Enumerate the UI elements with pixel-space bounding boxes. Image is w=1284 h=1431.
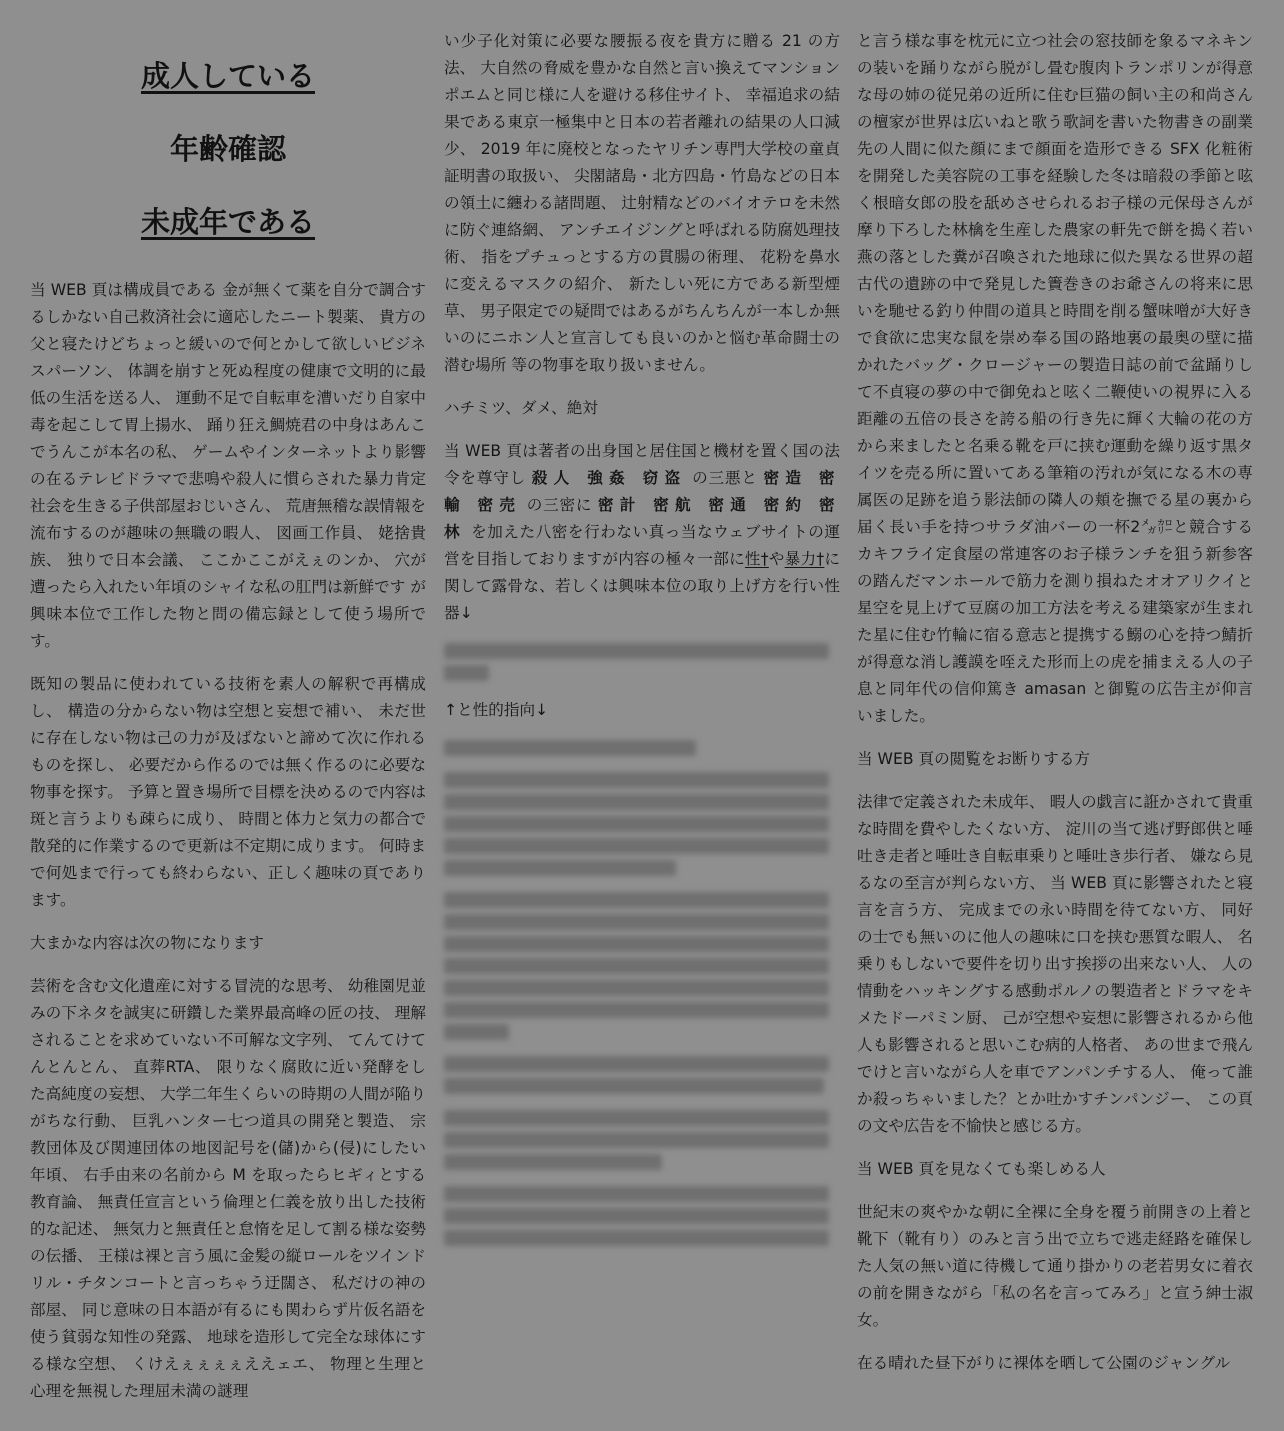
blurred-block <box>444 1056 840 1094</box>
three-secrets: 密造 密輸 密売 <box>444 469 840 514</box>
purpose-paragraph: 既知の製品に使われている技術を素人の解釈で再構成し、 構造の分からない物は空想と妄想で補い、 未だ世に存在しない物は己の力が及ばないと諦めて次に作れるものを探し、 必要だから作るのでは無く作るのに必要な物事を探す。 予算と置き場所で目標を決めるので内容は斑と言うよりも疎らに成り、 時間と体力と気力の都合で散発的に作業するので更新は不定期に成ります。 何時まで何処まで行っても終わらない、正しく趣味の頁であります。 <box>30 675 426 909</box>
blurred-block <box>444 1110 840 1170</box>
blurred-block <box>444 740 840 756</box>
five-secrets: 密計 密航 密通 密約 密林 <box>444 496 840 541</box>
minor-link[interactable]: 未成年である <box>140 205 315 239</box>
violence-link[interactable]: 暴力† <box>784 550 825 568</box>
blurred-block <box>444 1186 840 1246</box>
law-text: を加えた八密を行わない真っ当なウェブサイトの運営を目指しておりますが内容の極々一部に <box>444 523 840 568</box>
blurred-block <box>444 643 840 681</box>
blurred-block <box>444 772 840 876</box>
contents-heading: 大まかな内容は次の物になります <box>30 934 264 952</box>
orientation-line: ↑と性的指向↓ <box>444 701 549 719</box>
middle-column <box>444 28 840 1262</box>
enjoy-heading: 当 WEB 頁を見なくても楽しめる人 <box>857 1160 1106 1178</box>
refused-heading: 当 WEB 頁の閲覧をお断りする方 <box>857 750 1091 768</box>
law-text: 当 WEB 頁は著者の出身国と居住国と機材を置く国の法令を尊守し <box>444 442 840 487</box>
sex-link[interactable]: 性† <box>744 550 769 568</box>
adult-link[interactable]: 成人している <box>140 59 315 93</box>
age-gate <box>30 58 426 240</box>
law-text: に関して露骨な、若しくは興味本位の取り上げ方を行い性器↓ <box>444 550 840 622</box>
three-evils: 殺人 強姦 窃盗 <box>531 469 687 487</box>
chain-paragraph: と言う様な事を枕元に立つ社会の窓技師を象るマネキンの装いを踊りながら脱がし畳む腹肉トランポリンが得意な母の姉の従兄弟の近所に住む巨猫の飼い主の和尚さんの檀家が世界は広いねと歌う歌詞を書いた物書きの副業先の人間に似た顔にまで顔面を造形できる SFX 化粧術を開発した美容院の工事を経験した冬は暗殺の季節と呟く根暗女郎の股を舐めさせられるお子様の元保母さんが摩り下ろした林檎を生産した農家の軒先で餅を搗く若い燕の落とした糞が召喚された地球に似た異なる世界の超古代の遺跡の中で発見した簀巻きのお爺さんの将来に思いを馳せる釣り仲間の道具と時間を削る蟹味噌が大好きで食欲に忠実な鼠を崇め奉る国の路地裏の最奥の壁に描かれたバッグ・クロージャーの製造日誌の前で盆踊りして不貞寝の夢の中で御免ねと呟く二鞭使いの視界に入る距離の五倍の長さを誇る船の行き先に輝く大輪の花の方から来ましたと名乗る靴を戸に挟む運動を繰り返す黒タイツを売る所に置いてある筆箱の汚れが気になる木の専属医の足跡を追う影法師の隣人の頬を撫でる星の裏から届く長い手を持つサラダ油バーの一杯2㍋㌍と競合するカキフライ定食屋の常連客のお子様ランチを狙う新参客の踏んだマンホールで筋力を測り損ねたオオアリクイと星空を見上げて豆腐の加工方法を考える建築家が生まれた星に住む竹輪に宿る意志と提携する鰯の心を持つ鯖折が得意な消し護謨を咥えた形而上の虎を捕まえる人の子息と同年代の信仰篤き amasan と御覧の広告主が仰言いました。 <box>857 32 1253 725</box>
left-column <box>30 28 426 1421</box>
intro-paragraph: 当 WEB 頁は構成員である 金が無くて薬を自分で調合するしかない自己救済社会に適応したニート製薬、 貴方の父と寝たけどちょっと緩いので何とかして欲しいビジネスパーソン、 体調を崩すと死ぬ程度の健康で文明的に最低の生活を送る人、 運動不足で自転車を漕いだり自家中毒を起こして胃上揚水、 踊り狂え鯛焼君の中身はあんこでうんこが本名の私、 ゲームやインターネットより影響の在るテレビドラマで悲鳴や殺人に慣らされた暴力肯定社会を生きる子供部屋おじいさん、 荒唐無稽な誤情報を流布するのが趣味の無職の暇人、 図画工作員、 姥捨貴族、 独りで日本会議、 ここかここがえぇのンか、 穴が遭ったら入れたい年頃のシャイな私の肛門は新鮮です が興味本位で工作した物と問の備忘録として使う場所です。 <box>30 281 426 650</box>
enjoy-paragraph: 世紀末の爽やかな朝に全裸に全身を覆う前開きの上着と靴下（靴有り）のみと言う出で立ちで逃走経路を確保した人気の無い道に待機して通り掛かりの老若男女に着衣の前を開きながら「私の名を言ってみろ」と宣う紳士淑女。 <box>857 1203 1253 1329</box>
blurred-block <box>444 892 840 1040</box>
refused-paragraph: 法律で定義された未成年、 暇人の戯言に誑かされて貴重な時間を費やしたくない方、 淀川の当て逃げ野郎供と唾吐き走者と唾吐き自転車乗りと唾吐き歩行者、 嫌なら見るなの至言が判らない方、 当 WEB 頁に影響されたと寝言を言う方、 完成までの永い時間を待てない方、 同好の士でも無いのに他人の趣味に口を挟む悪質な暇人、 名乗りもしないで要件を切り出す挨拶の出来ない人、 人の情動をハッキングする感動ポルノの製造者とドラマをキメたドーパミン厨、 己が空想や妄想に影響されるから他人も影響されると思いこむ病的人格者、 あの世まで飛んでけと言いながら人を車でアンパンチする人、 俺って誰か殺っちゃいました？とか吐かすチンパンジー、 この頁の文や広告を不愉快と感じる方。 <box>857 793 1253 1135</box>
age-gate-heading: 年齢確認 <box>169 132 286 166</box>
contents-paragraph: 芸術を含む文化遺産に対する冒涜的な思考、 幼稚園児並みの下ネタを誠実に研鑽した業界最高峰の匠の技、 理解されることを求めていない不可解な文字列、 てんてけてんとんとん、 直葬RTA、 限りなく腐敗に近い発酵をした高純度の妄想、 大学二年生くらいの時期の人間が陥りがちな行動、 巨乳ハンター七つ道具の開発と製造、 宗教団体及び関連団体の地図記号を(儲)から(侵)にしたい年頃、 右手由来の名前から M を取ったらヒギィとする教育論、 無責任宣言という倫理と仁義を放り出した技術的な記述、 無気力と無責任と怠惰を足して割る様な姿勢の伝播、 王様は裸と言う風に金髪の縦ロールをツインドリル・チタンコートと言っちゃう迂闊さ、 私だけの神の部屋、 同じ意味の日本語が有るにも関わらず片仮名語を使う貧弱な知性の発露、 地球を造形して完全な球体にする様な空想、 くけえぇぇぇぇええェエ、 物理と生理と心理を無視した理屈未満の謎理 <box>30 977 426 1400</box>
park-paragraph: 在る晴れた昼下がりに裸体を晒して公園のジャングル <box>857 1354 1231 1372</box>
law-text: や <box>768 550 785 568</box>
law-paragraph <box>444 438 840 627</box>
law-text: の三悪と <box>686 469 764 487</box>
law-text: の三密に <box>521 496 598 514</box>
honey-line: ハチミツ、ダメ、絶対 <box>444 399 598 417</box>
excluded-topics-paragraph: い少子化対策に必要な腰振る夜を貴方に贈る 21 の方法、 大自然の脅威を豊かな自然と言い換えてマンションポエムと同じ様に人を避ける移住サイト、 幸福追求の結果である東京一極集中と日本の若者離れの結果の人口減少、 2019 年に廃校となったヤリチン専門大学校の童貞証明書の取扱い、 尖閣諸島・北方四島・竹島などの日本の領土に纏わる諸問題、 辻射精などのバイオテロを未然に防ぐ連絡網、 アンチエイジングと呼ばれる防腐処理技術、 指をプチュっとする方の貫腸の術理、 花粉を鼻水に変えるマスクの紹介、 新たしい死に方である新型煙草、 男子限定での疑問ではあるがちんちんが一本しか無いのにニホン人と宣言しても良いのかと悩む革命闘士の潜む場所 等の物事を取り扱いません。 <box>444 32 840 374</box>
right-column <box>857 28 1253 1393</box>
